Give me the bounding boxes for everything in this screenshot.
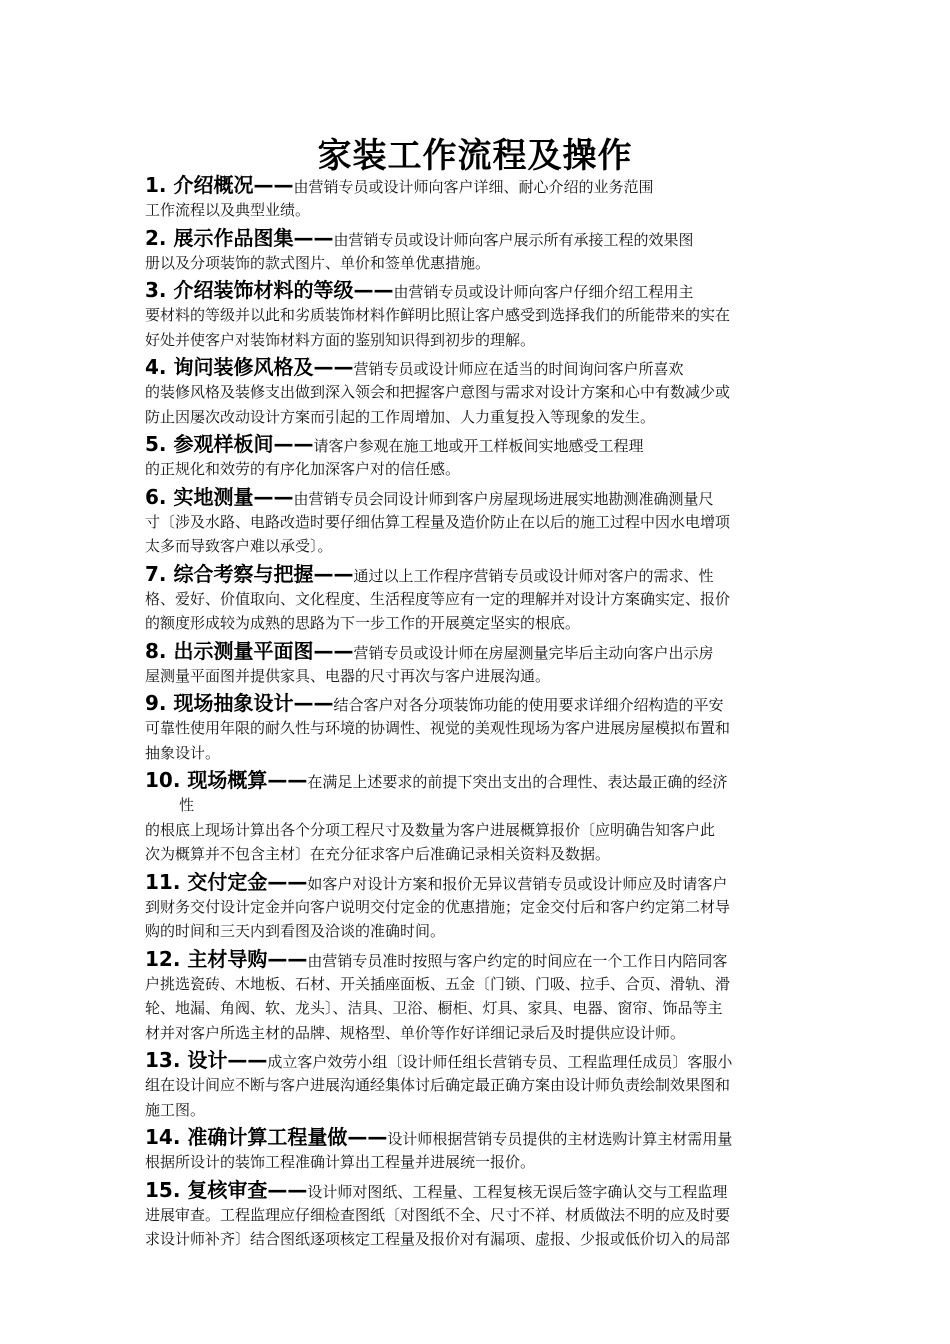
- section-text-line: [145, 534, 807, 559]
- section-text-line: [145, 510, 807, 535]
- section-text-line: [145, 996, 807, 1021]
- section-text: 设计师根据营销专员提供的主材选购计算主材需用量: [387, 1130, 733, 1148]
- section-text: 购的时间和三天内到看图及洽谈的准确时间。: [145, 922, 446, 940]
- document-title: 家装工作流程及操作: [317, 136, 633, 176]
- section-text: 的正规化和效劳的有序化加深客户对的信任感。: [145, 460, 461, 478]
- section-first-line: [145, 1177, 807, 1203]
- section-text-line: [145, 1203, 807, 1228]
- section-text-line: [145, 716, 807, 741]
- section-text: 根据所设计的装饰工程准确计算出工程量并进展统一报价。: [145, 1153, 536, 1171]
- section-text: 工作流程以及典型业绩。: [145, 201, 311, 219]
- section-5: [145, 431, 807, 482]
- section-first-line: [145, 484, 807, 510]
- section-2: [145, 225, 807, 276]
- section-text-line: [145, 1021, 807, 1046]
- section-14: [145, 1124, 807, 1175]
- section-text: 可靠性使用年限的耐久性与环境的协调性、视觉的美观性现场为客户进展房屋模拟布置和: [145, 719, 731, 737]
- section-first-line: [145, 767, 807, 793]
- section-heading: 10. 现场概算——: [145, 768, 308, 792]
- section-text-line: [145, 303, 807, 328]
- section-heading: 14. 准确计算工程量做——: [145, 1125, 388, 1149]
- section-first-line: [145, 277, 807, 303]
- section-text-line: [145, 1150, 807, 1175]
- section-text-line: [145, 895, 807, 920]
- section-text: 由营销专员或设计师向客户详细、耐心介绍的业务范围: [293, 178, 654, 196]
- section-text-line: [145, 587, 807, 612]
- section-heading: 8. 出示测量平面图——: [145, 638, 354, 663]
- section-text-line: [145, 919, 807, 944]
- section-text: 寸〔涉及水路、电路改造时要仔细估算工程量及造价防止在以后的施工过程中因水电增项: [145, 512, 731, 531]
- section-text: 太多而导致客户难以承受〕。: [145, 537, 333, 555]
- section-10: [145, 767, 807, 867]
- section-text-line: [145, 1098, 807, 1123]
- section-first-line: [145, 1124, 807, 1150]
- section-text: 要材料的等级并以此和劣质装饰材料作鲜明比照让客户感受到选择我们的所能带来的实在: [145, 306, 731, 324]
- section-text: 通过以上工作程序营销专员或设计师对客户的需求、性: [353, 566, 714, 585]
- section-first-line: [145, 638, 807, 664]
- section-6: [145, 484, 807, 559]
- section-heading: 12. 主材导购——: [145, 946, 308, 971]
- section-text: 的根底上现场计算出各个分项工程尺寸及数量为客户进展概算报价〔应明确告知客户此: [145, 820, 716, 839]
- section-text-line: [145, 611, 807, 636]
- section-text: 到财务交付设计定金并向客户说明交付定金的优惠措施；定金交付后和客户约定第二材导: [145, 897, 731, 916]
- section-text-line: [145, 664, 807, 689]
- section-13: [145, 1047, 807, 1122]
- section-text: 营销专员或设计师应在适当的时间询问客户所喜欢: [353, 360, 684, 378]
- section-heading: 9. 现场抽象设计——: [145, 691, 334, 715]
- section-heading: 5. 参观样板间——: [145, 432, 314, 456]
- section-text: 在满足上述要求的前提下突出支出的合理性、表达最正确的经济: [307, 773, 728, 791]
- section-text: 抽象设计。: [145, 743, 221, 762]
- section-text: 防止因屡次改动设计方案而引起的工作周增加、人力重复投入等现象的发生。: [145, 407, 656, 426]
- document-body: [145, 172, 807, 1254]
- section-text: 进展审查。工程监理应仔细检查图纸〔对图纸不全、尺寸不祥、材质做法不明的应及时要: [145, 1205, 731, 1224]
- section-text: 组在设计间应不断与客户进展沟通经集体讨后确定最正确方案由设计师负责绘制效果图和: [145, 1076, 731, 1094]
- section-text: 格、爱好、价值取向、文化程度、生活程度等应有一定的理解并对设计方案确实定、报价: [145, 589, 731, 608]
- section-text-line: [145, 198, 807, 223]
- section-11: [145, 869, 807, 944]
- section-heading: 6. 实地测量——: [145, 484, 294, 509]
- section-1: [145, 172, 807, 223]
- section-text-line: [145, 972, 807, 997]
- section-text: 施工图。: [145, 1100, 206, 1119]
- section-4: [145, 354, 807, 429]
- section-heading: 11. 交付定金——: [145, 869, 308, 894]
- section-text-line: [145, 842, 807, 867]
- section-text-line: [145, 741, 807, 766]
- section-heading: 13. 设计——: [145, 1048, 268, 1072]
- section-first-line: [145, 172, 807, 198]
- section-text: 由营销专员或设计师向客户展示所有承接工程的效果图: [333, 230, 694, 249]
- section-text: 结合客户对各分项装饰功能的使用要求详细介绍构造的平安: [333, 696, 724, 714]
- section-first-line: [145, 431, 807, 457]
- section-first-line: [145, 946, 807, 972]
- section-text-line: [145, 328, 807, 353]
- section-text: 如客户对设计方案和报价无异议营销专员或设计师应及时请客户: [307, 874, 728, 893]
- section-text-line: [145, 1073, 807, 1098]
- section-12: [145, 946, 807, 1046]
- section-text: 请客户参观在施工地或开工样板间实地感受工程理: [313, 437, 644, 455]
- section-text-line: [145, 380, 807, 405]
- section-text: 屋测量平面图并提供家具、电器的尺寸再次与客户进展沟通。: [145, 666, 551, 685]
- section-first-line: [145, 1047, 807, 1073]
- section-text: 好处并使客户对装饰材料方面的鉴别知识得到初步的理解。: [145, 330, 536, 349]
- section-8: [145, 638, 807, 689]
- section-heading: 7. 综合考察与把握——: [145, 561, 354, 586]
- section-text: 轮、地漏、角阀、软、龙头〕、洁具、卫浴、橱柜、灯具、家具、电器、窗帘、饰品等主: [145, 999, 723, 1017]
- section-text: 由营销专员准时按照与客户约定的时间应在一个工作日内陪同客: [307, 951, 728, 970]
- section-text: 材并对客户所选主材的品牌、规格型、单价等作好详细记录后及时提供应设计师。: [145, 1023, 686, 1042]
- section-text: 营销专员或设计师在房屋测量完毕后主动向客户出示房: [353, 643, 714, 662]
- section-7: [145, 561, 807, 636]
- section-text: 求设计师补齐〕结合图纸逐项核定工程量及报价对有漏项、虚报、少报或低价切入的局部: [145, 1230, 731, 1248]
- section-3: [145, 277, 807, 352]
- section-first-line: [145, 690, 807, 716]
- section-text-line: [145, 405, 807, 430]
- section-heading: 2. 展示作品图集——: [145, 225, 334, 250]
- section-text: 由营销专员会同设计师到客户房屋现场进展实地勘测准确测量尺: [293, 489, 714, 508]
- section-first-line: [145, 561, 807, 587]
- section-text: 的额度形成较为成熟的思路为下一步工作的开展奠定坚实的根底。: [145, 614, 581, 632]
- section-text-line: [145, 251, 807, 276]
- section-text: 的装修风格及装修支出做到深入领会和把握客户意图与需求对设计方案和心中有数减少或: [145, 383, 731, 401]
- section-text: 设计师对图纸、工程量、工程复核无误后签字确认交与工程监理: [307, 1182, 728, 1201]
- section-text-line: [145, 457, 807, 482]
- section-text: 性: [179, 796, 195, 814]
- section-heading: 3. 介绍装饰材料的等级——: [145, 278, 394, 302]
- section-text: 户挑选瓷砖、木地板、石材、开关插座面板、五金〔门锁、门吸、拉手、合页、滑轨、滑: [145, 974, 731, 993]
- section-heading: 4. 询问装修风格及——: [145, 355, 354, 379]
- section-15: [145, 1177, 807, 1252]
- section-text: 成立客户效劳小组〔设计师任组长营销专员、工程监理任成员〕客服小: [267, 1053, 733, 1071]
- section-text-line: [145, 818, 807, 843]
- section-9: [145, 690, 807, 765]
- section-text: 册以及分项装饰的款式图片、单价和签单优惠措施。: [145, 253, 491, 272]
- section-heading: 1. 介绍概况——: [145, 173, 294, 197]
- section-first-line: [145, 225, 807, 251]
- section-first-line: [145, 354, 807, 380]
- section-text: 次为概算并不包含主材〕在充分征求客户后准确记录相关资料及数据。: [145, 845, 611, 863]
- section-heading: 15. 复核审查——: [145, 1177, 308, 1202]
- section-text-line: [145, 1227, 807, 1252]
- section-text: 由营销专员或设计师向客户仔细介绍工程用主: [393, 283, 694, 301]
- section-first-line: [145, 869, 807, 895]
- section-text-line: [145, 793, 807, 818]
